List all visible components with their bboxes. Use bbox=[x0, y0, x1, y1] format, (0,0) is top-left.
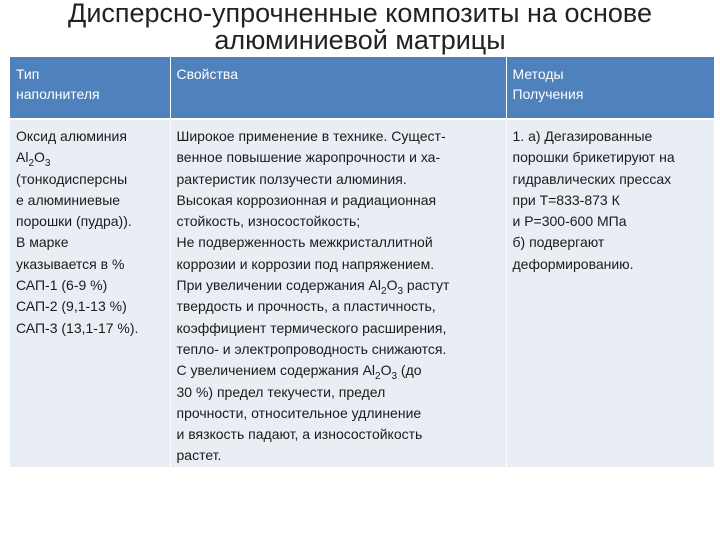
text-line: 30 %) предел текучести, предел bbox=[176, 383, 386, 400]
text-line: коэффициент термического расширения, bbox=[176, 319, 447, 336]
text-line: САП-3 (13,1-17 %). bbox=[16, 319, 139, 336]
text-line: б) подвергают bbox=[512, 234, 605, 251]
text-line: Не подверженность межкристаллитной bbox=[176, 234, 433, 251]
text-line: порошки (пудра)). bbox=[16, 213, 132, 230]
text-line: При увеличении содержания $Al_2O_3$ растут bbox=[176, 277, 450, 297]
title-line-1: Дисперсно-упрочненные композиты на основе bbox=[68, 0, 652, 28]
text-line: стойкость, износостойкость; bbox=[176, 213, 361, 230]
text-line: при Т=833-873 К bbox=[512, 191, 620, 208]
composites-table bbox=[10, 57, 714, 467]
title-line-2: алюминиевой матрицы bbox=[214, 25, 506, 55]
header-text: Тип bbox=[16, 66, 40, 82]
text-line: В марке bbox=[16, 234, 69, 251]
text-line: Широкое применение в технике. Сущест- bbox=[176, 128, 446, 144]
text-line: Высокая коррозионная и радиационная bbox=[176, 191, 437, 208]
text-line: тепло- и электропроводность снижаются. bbox=[176, 340, 447, 357]
cell-methods bbox=[506, 119, 714, 467]
text-line: САП-1 (6-9 %) bbox=[16, 277, 108, 294]
text-line: гидравлических прессах bbox=[512, 170, 672, 187]
header-properties bbox=[170, 57, 506, 119]
header-text: наполнителя bbox=[16, 86, 100, 102]
header-text: Свойства bbox=[176, 66, 238, 82]
text-line: 1. а) Дегазированные bbox=[512, 128, 653, 144]
text-line: указывается в % bbox=[16, 255, 125, 272]
text-line: С увеличением содержания $Al_2O_3$ (до bbox=[176, 362, 422, 383]
text-line: САП-2 (9,1-13 %) bbox=[16, 298, 127, 315]
text-line: твердость и прочность, а пластичность, bbox=[176, 298, 436, 315]
text-line: прочности, относительное удлинение bbox=[176, 404, 422, 421]
cell-filler-type bbox=[10, 119, 170, 467]
header-filler-type bbox=[10, 57, 170, 119]
header-text: Получения bbox=[512, 86, 584, 102]
text-line: рактеристик ползучести алюминия. bbox=[176, 170, 407, 187]
cell-properties bbox=[170, 119, 506, 467]
text-line: и вязкость падают, а износостойкость bbox=[176, 426, 423, 443]
text-line: и Р=300-600 МПа bbox=[512, 213, 627, 230]
text-line: венное повышение жаропрочности и ха- bbox=[176, 149, 441, 166]
text-line: растет. bbox=[176, 447, 222, 464]
text-line: коррозии и коррозии под напряжением. bbox=[176, 255, 435, 272]
table-header-row bbox=[10, 57, 714, 119]
text-line: Оксид алюминия bbox=[16, 128, 127, 144]
header-text: Методы bbox=[512, 66, 564, 82]
page-title bbox=[0, 0, 720, 54]
text-line: (тонкодисперсны bbox=[16, 170, 128, 187]
text-line: е алюминиевые bbox=[16, 191, 121, 208]
text-line: $Al_2O_3$ bbox=[16, 149, 51, 170]
text-line: деформированию. bbox=[512, 255, 634, 272]
text-line: порошки брикетируют на bbox=[512, 149, 675, 166]
header-methods bbox=[506, 57, 714, 119]
table-row bbox=[10, 119, 714, 467]
